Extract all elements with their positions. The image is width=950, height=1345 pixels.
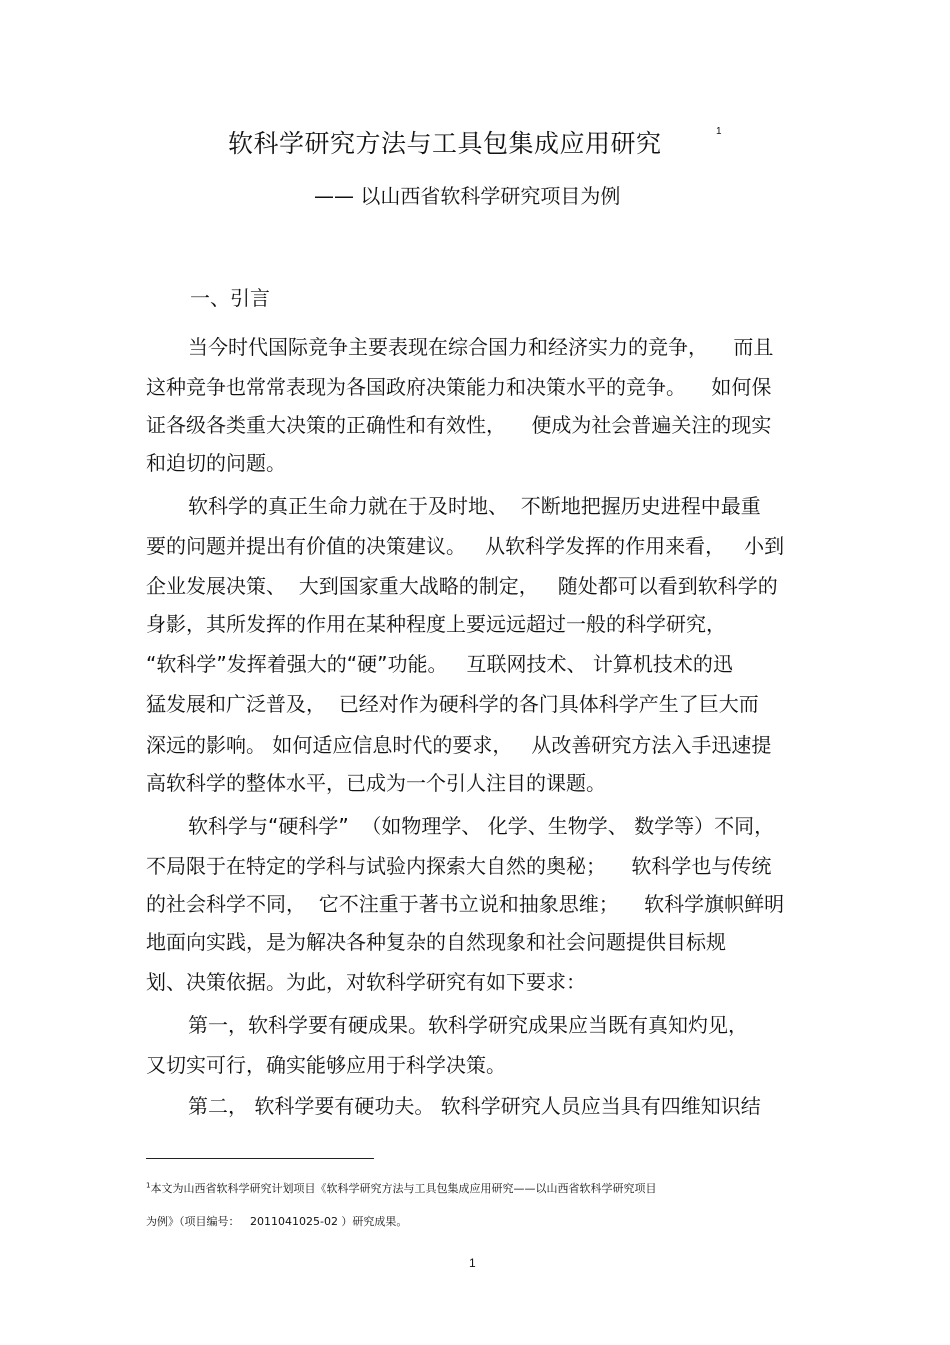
body-line: 身影，其所发挥的作用在某种程度上要远远超过一般的科学研究， bbox=[146, 612, 726, 636]
body-line: 软科学的真正生命力就在于及时地、 不断地把握历史进程中最重 bbox=[188, 494, 761, 518]
document-title: 软科学研究方法与工具包集成应用研究 bbox=[228, 129, 662, 158]
body-line: 猛发展和广泛普及， 已经对作为硬科学的各门具体科学产生了巨大而 bbox=[146, 692, 759, 716]
body-line: 地面向实践，是为解决各种复杂的自然现象和社会问题提供目标规 bbox=[146, 930, 726, 954]
section-heading: 一、引言 bbox=[190, 286, 270, 310]
footnote-line-2: 为例》（项目编号： 2011041025-02 ）研究成果。 bbox=[146, 1215, 408, 1228]
body-line: 当今时代国际竞争主要表现在综合国力和经济实力的竞争， 而且 bbox=[188, 335, 774, 359]
footnote-mark: 1 bbox=[146, 1181, 151, 1190]
body-line: 不局限于在特定的学科与试验内探索大自然的奥秘； 软科学也与传统 bbox=[146, 854, 772, 878]
footnote-text bbox=[146, 1180, 656, 1196]
title-footnote-mark: 1 bbox=[716, 126, 722, 137]
body-line: 第一，软科学要有硬成果。软科学研究成果应当既有真知灼见， bbox=[188, 1013, 748, 1037]
body-line: 划、决策依据。为此，对软科学研究有如下要求： bbox=[146, 970, 586, 994]
footnote-divider bbox=[146, 1158, 374, 1159]
body-line: 第二， 软科学要有硬功夫。 软科学研究人员应当具有四维知识结 bbox=[188, 1094, 761, 1118]
body-line: “软科学”发挥着强大的“硬”功能。 互联网技术、 计算机技术的迅 bbox=[146, 652, 733, 676]
body-line: 软科学与“硬科学” （如物理学、 化学、生物学、 数学等）不同， bbox=[188, 814, 775, 838]
body-line: 深远的影响。 如何适应信息时代的要求， 从改善研究方法入手迅速提 bbox=[146, 733, 772, 757]
body-line: 又切实可行，确实能够应用于科学决策。 bbox=[146, 1053, 506, 1077]
body-line: 高软科学的整体水平，已成为一个引人注目的课题。 bbox=[146, 771, 606, 795]
body-line: 的社会科学不同， 它不注重于著书立说和抽象思维； 软科学旗帜鲜明 bbox=[146, 892, 785, 916]
footnote-line-1: 本文为山西省软科学研究计划项目《软科学研究方法与工具包集成应用研究——以山西省软科学研究项目 bbox=[150, 1182, 657, 1195]
body-line: 企业发展决策、 大到国家重大战略的制定， 随处都可以看到软科学的 bbox=[146, 574, 778, 598]
body-line: 要的问题并提出有价值的决策建议。 从软科学发挥的作用来看， 小到 bbox=[146, 534, 785, 558]
document-subtitle: —— 以山西省软科学研究项目为例 bbox=[314, 184, 621, 208]
body-line: 这种竞争也常常表现为各国政府决策能力和决策水平的竞争。 如何保 bbox=[146, 375, 772, 399]
page-number: 1 bbox=[469, 1256, 476, 1270]
body-line: 证各级各类重大决策的正确性和有效性， 便成为社会普遍关注的现实 bbox=[146, 413, 772, 437]
body-line: 和迫切的问题。 bbox=[146, 451, 286, 475]
